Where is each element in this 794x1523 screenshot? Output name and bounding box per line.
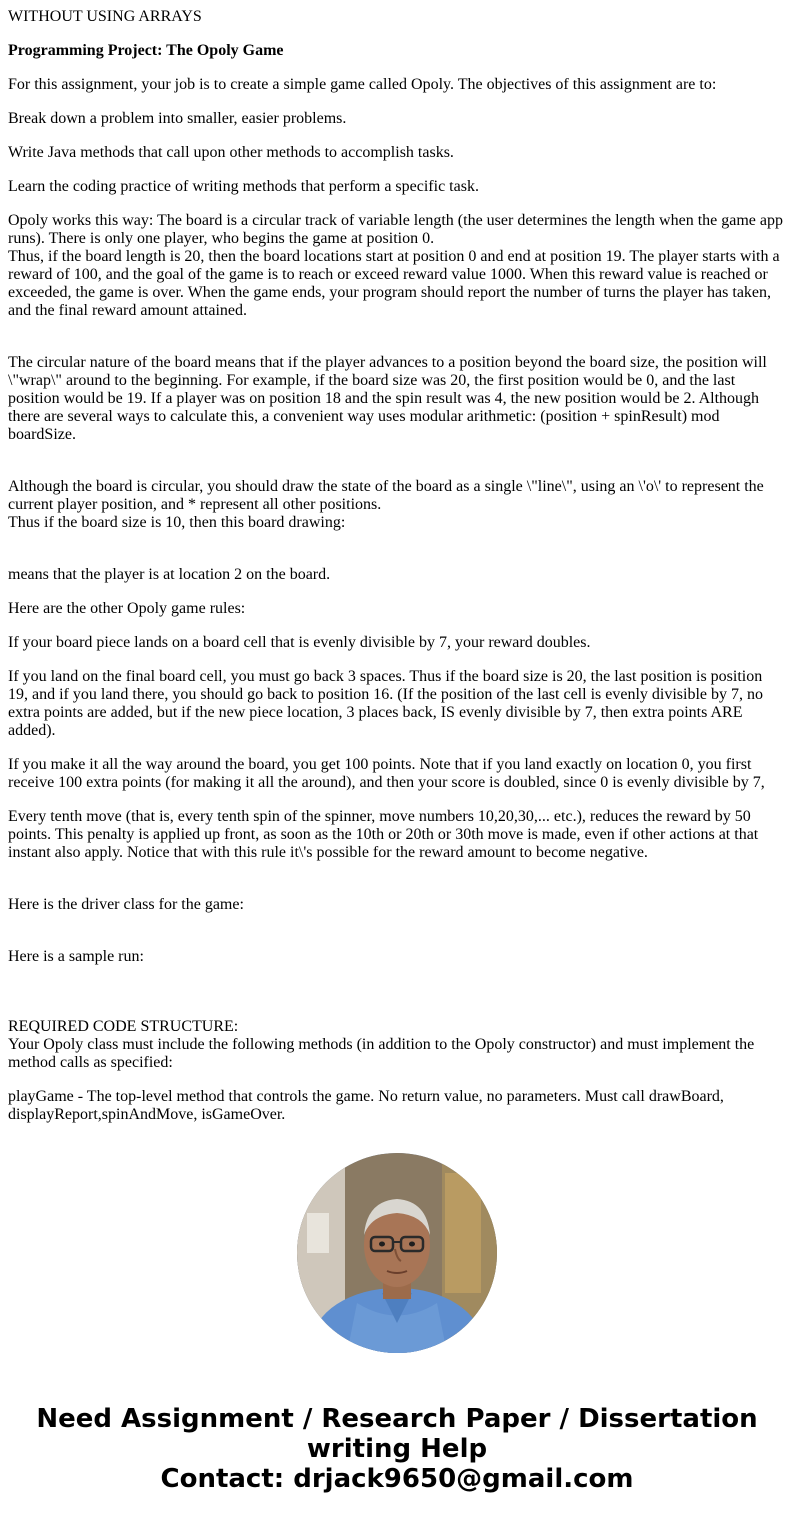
spacer — [8, 320, 786, 354]
spacer — [8, 966, 786, 1000]
how-it-works-paragraph: Opoly works this way: The board is a circular track of variable length (the user determines the length when the game app runs). There is only one player, who begins the game at position 0. Thus, if the board length is 20, then the board locations start at position 0 and end at position 19. The player starts with a reward of 100, and the goal of the game is to reach or exceed reward value 1000. When this reward value is reached or exceeded, the game is over. When the game ends, your program should report the number of turns the player has taken, and the final reward amount attained. — [8, 212, 784, 319]
sample-paragraph: Here is a sample run: — [8, 948, 144, 965]
required-heading: REQUIRED CODE STRUCTURE: — [8, 1018, 239, 1035]
means-paragraph: means that the player is at location 2 on the board. — [8, 566, 331, 583]
circular-paragraph: The circular nature of the board means that if the player advances to a position beyond the board size, the position will \"wrap\" around to the beginning. For example, if the board size was 20, the first position would be 0, and the last position would be 19. If a player was on position 18 and the spin result was 4, the new position would be 2. Although there are several ways to calculate this, a convenient way uses modular arithmetic: (position + spinResult) mod boardSize. — [8, 354, 767, 443]
rule-1: If your board piece lands on a board cell that is evenly divisible by 7, your reward doubles. — [8, 634, 591, 651]
rule-2: If you land on the final board cell, you must go back 3 spaces. Thus if the board size is 20, the last position is position 19, and if you land there, you should go back to position 16. (If the position of the last cell is evenly divisible by 7, no extra points are added, but if the new piece location, 3 places back, IS evenly divisible by 7, then extra points ARE added). — [8, 668, 763, 739]
objective-1: Break down a problem into smaller, easier problems. — [8, 110, 347, 127]
spacer — [8, 862, 786, 896]
contact-banner — [0, 1404, 794, 1494]
banner-contact-line: Contact: drjack9650@gmail.com — [160, 1464, 634, 1494]
rules-intro: Here are the other Opoly game rules: — [8, 600, 246, 617]
spacer — [8, 532, 786, 566]
document-body — [8, 8, 786, 1124]
playgame-paragraph: playGame - The top-level method that controls the game. No return value, no parameters. Must call drawBoard, displayReport,spinAndMove, isGameOver. — [8, 1088, 724, 1123]
driver-paragraph: Here is the driver class for the game: — [8, 896, 244, 913]
required-paragraph: Your Opoly class must include the following methods (in addition to the Opoly constructor) and must implement the method calls as specified: — [8, 1036, 755, 1071]
author-portrait-icon — [297, 1153, 497, 1353]
rule-3: If you make it all the way around the board, you get 100 points. Note that if you land exactly on location 0, you first receive 100 extra points (for making it all the around), and then your score is doubled, since 0 is evenly divisible by 7, — [8, 756, 765, 791]
header-note: WITHOUT USING ARRAYS — [8, 8, 202, 25]
drawing-paragraph: Although the board is circular, you should draw the state of the board as a single \"line\", using an \'o\' to represent the current player position, and * represent all other positions. Thus if the board size is 10, then this board drawing: — [8, 478, 764, 531]
objective-3: Learn the coding practice of writing methods that perform a specific task. — [8, 178, 479, 195]
spacer — [8, 444, 786, 478]
intro-paragraph: For this assignment, your job is to create a simple game called Opoly. The objectives of this assignment are to: — [8, 76, 717, 93]
objective-2: Write Java methods that call upon other methods to accomplish tasks. — [8, 144, 454, 161]
rule-4: Every tenth move (that is, every tenth spin of the spinner, move numbers 10,20,30,... etc.), reduces the reward by 50 points. This penalty is applied up front, as soon as the 10th or 20th or 30th move is made, even if other actions at that instant also apply. Notice that with this rule it\'s possible for the reward amount to become negative. — [8, 808, 759, 861]
banner-line-1: Need Assignment / Research Paper / Dissertation — [36, 1404, 758, 1434]
spacer — [8, 914, 786, 948]
page-title: Programming Project: The Opoly Game — [8, 42, 284, 59]
banner-line-2: writing Help — [306, 1434, 488, 1464]
spacer — [8, 1000, 786, 1018]
avatar — [297, 1153, 497, 1353]
